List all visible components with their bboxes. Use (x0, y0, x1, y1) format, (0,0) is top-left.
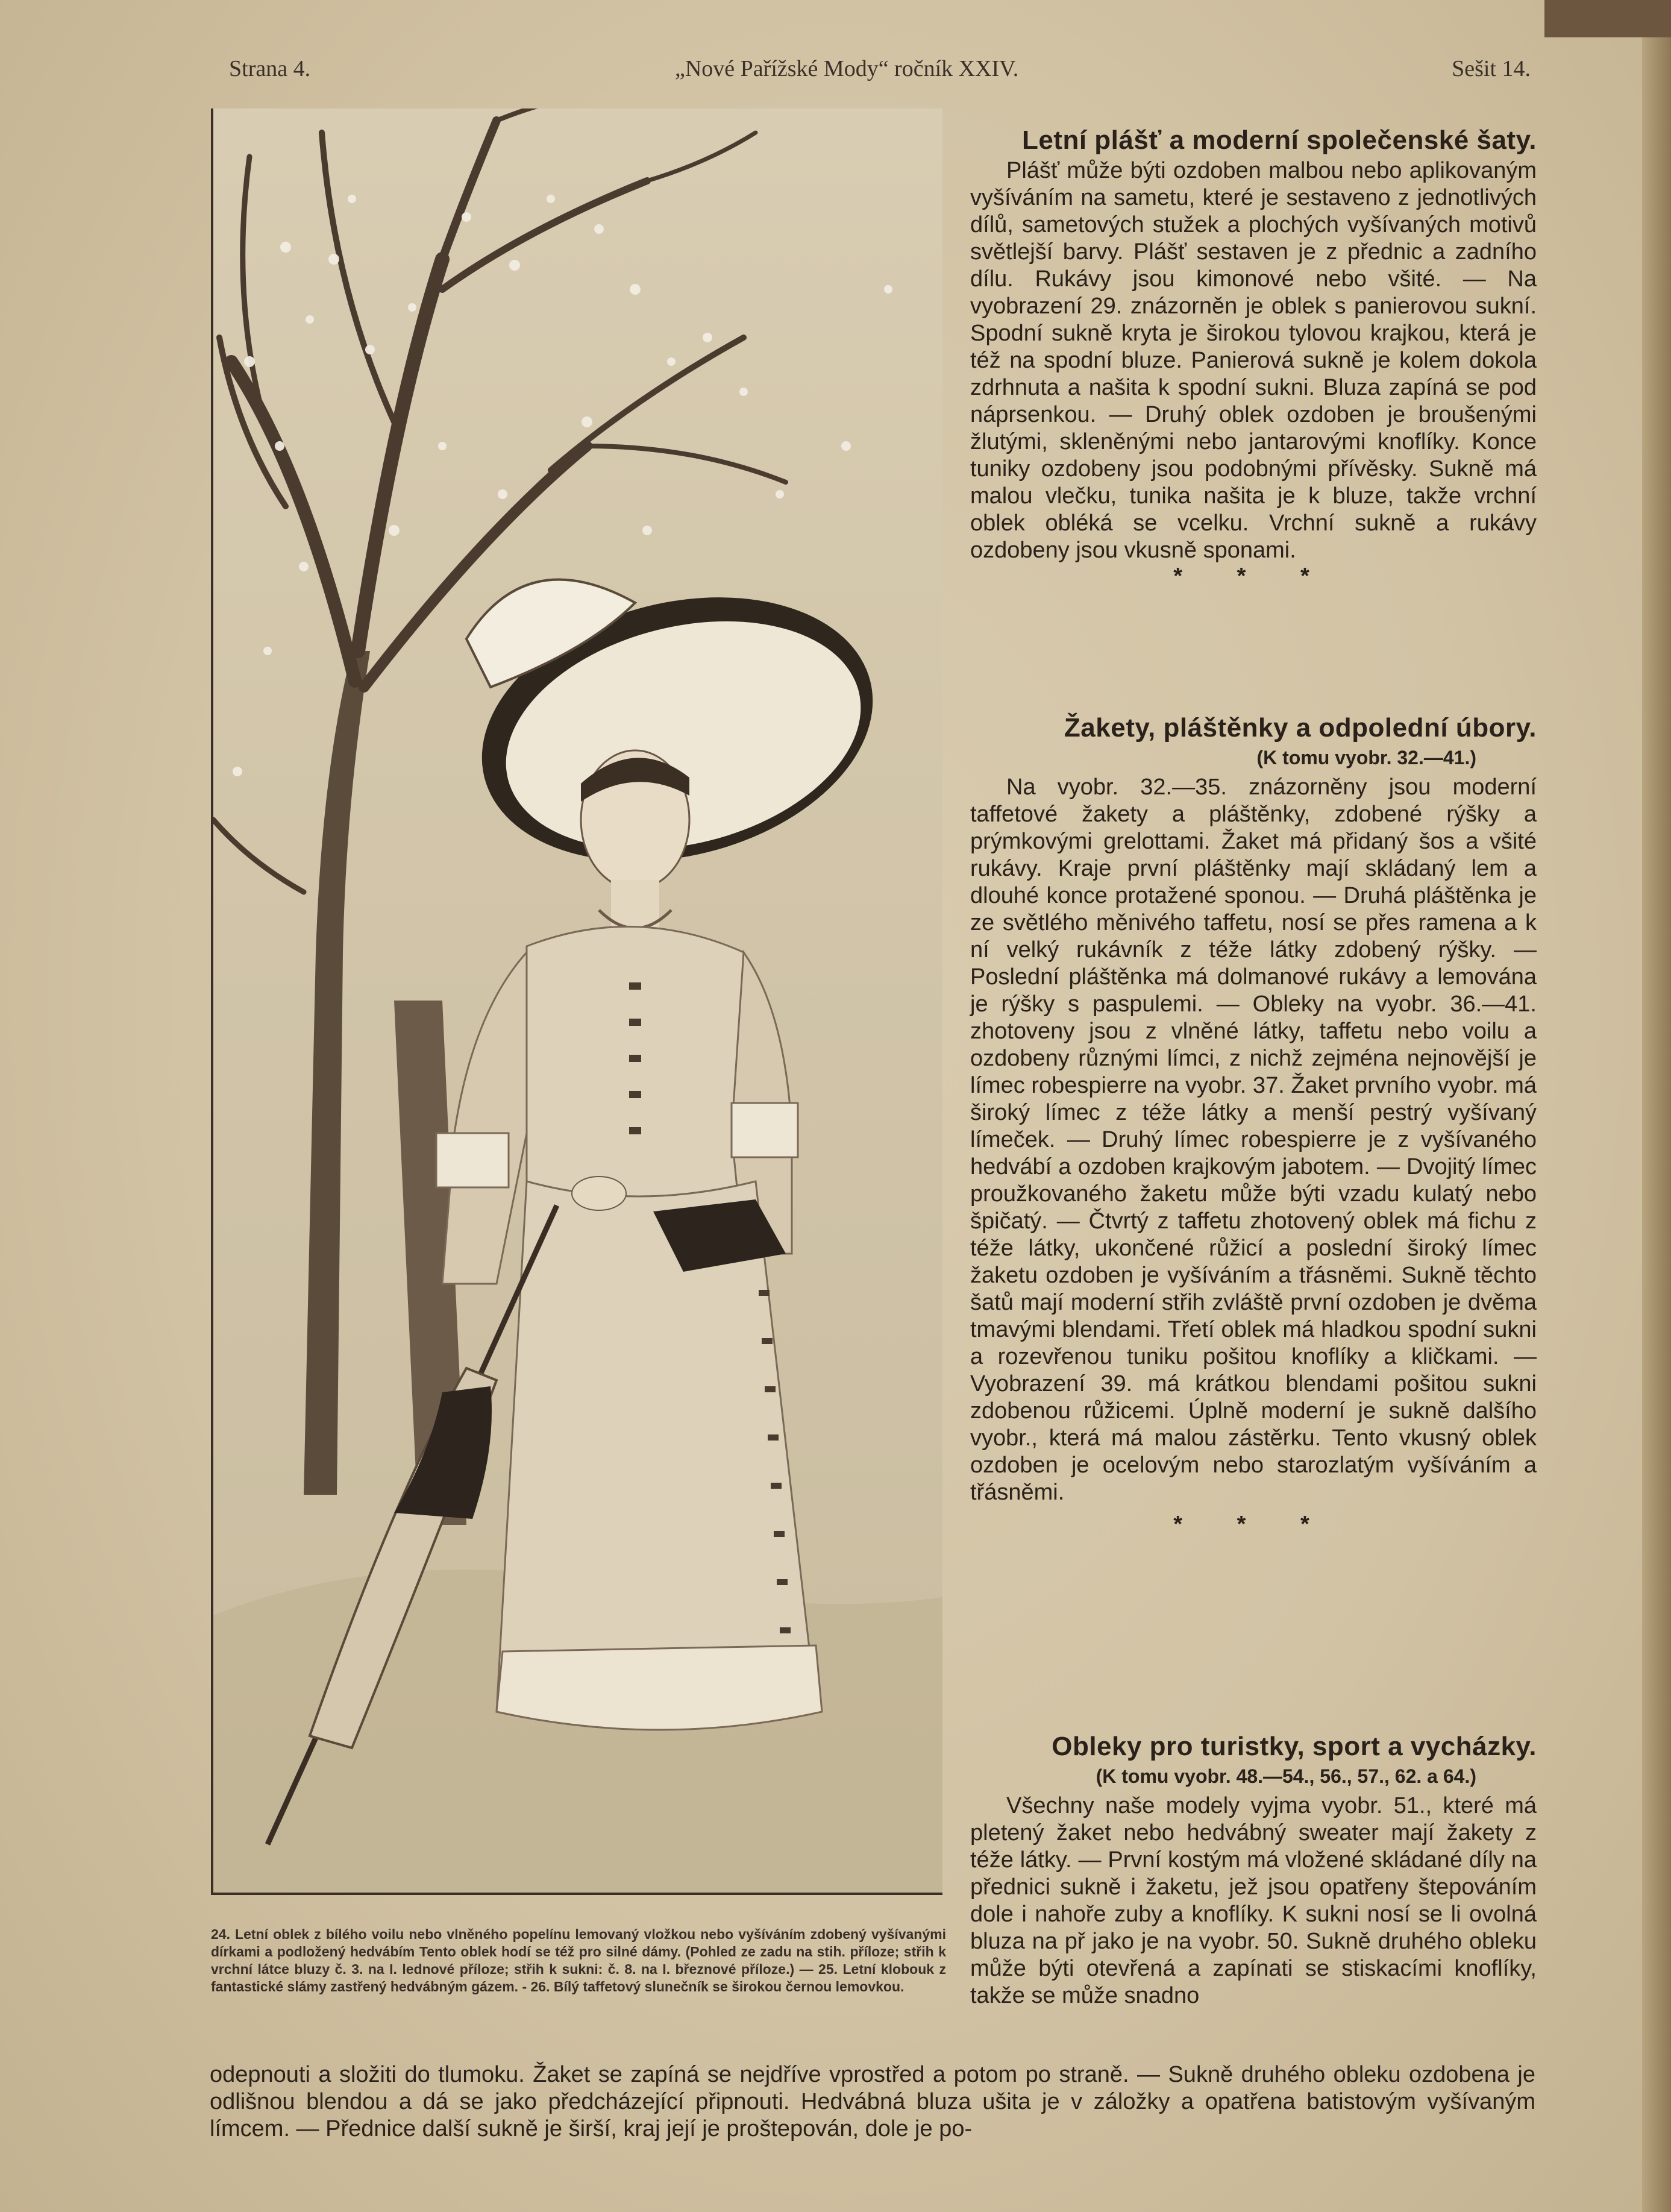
article-title: Letní plášť a moderní společenské šaty. (1021, 125, 1537, 155)
issue-number: Sešit 14. (1452, 56, 1531, 81)
article-subtitle: (K tomu vyobr. 48.—54., 56., 57., 62. a 64.) (1096, 1765, 1476, 1787)
article-summer-coat (970, 124, 1537, 588)
illustration-drawing (213, 108, 942, 1893)
illustration-caption: 24. Letní oblek z bílého voilu nebo vlněného popelínu lemovaný vložkou nebo vyšíváním zdobený vyšívanými dírkami a podložený hedvábím Tento oblek hodí se též pro silné dámy. (Pohled ze zadu na stih. příloze; střih k vrchní látce bluzy č. 3. na I. lednové příloze; střih k sukni: č. 8. na I. březnové příloze.) — 25. Letní klobouk z fantastické slámy zastřený hedvábným gázem. - 26. Bílý taffetový slunečník se širokou černou lemovkou. (211, 1926, 946, 1994)
article-body: Všechny naše modely vyjma vyobr. 51., které má pletený žaket nebo hedvábný sweater mají žakety z téže látky. — První kostým má vložené skládané díly na přednici sukně i žaketu, jež jsou opatřeny štepováním dole i nahoře zuby a knoflíky. K sukni nosí se li ovolná bluza na př jako je na vyobr. 50. Sukně druhého obleku může býti otevřená a zapínati se stiskacími knoflíky, takže se může snadno (970, 1793, 1537, 2008)
section-separator: * * * (1173, 564, 1334, 589)
article-title: Žakety, pláštěnky a odpolední úbory. (1064, 713, 1537, 743)
article-continuation (210, 2061, 1535, 2143)
article-jackets (970, 711, 1537, 1536)
article-title: Obleky pro turistky, sport a vycházky. (1052, 1732, 1537, 1761)
section-separator: * * * (1173, 1512, 1334, 1537)
article-subtitle: (K tomu vyobr. 32.—41.) (1256, 747, 1476, 768)
running-header (229, 55, 1531, 92)
page-corner-mark (1544, 0, 1671, 37)
article-body: Na vyobr. 32.—35. znázorněny jsou moderní taffetové žakety a pláštěnky, zdobené rýšky a prýmkovými grelottami. Žaket má přidaný šos a všité rukávy. Kraje první pláštěnky mají skládaný lem a dlouhé konce protažené sponou. — Druhá pláštěnka je ze světlého měnivého taffetu, nosí se přes ramena a k ní velký rukávník z téže látky zdobený rýšky. — Poslední pláštěnka má dolmanové rukávy a lemována je rýšky s paspulemi. — Obleky na vyobr. 36.—41. zhotoveny jsou z vlněné látky, taffetu nebo voilu a ozdobeny různými límci, z nichž zejména nejnovější je límec robespierre na vyobr. 37. Žaket prvního vyobr. má široký límec z téže látky a menší pestrý vyšívaný límeček. — Druhý límec robespierre je z vyšívaného hedvábí a ozdoben krajkovým jabotem. — Dvojitý límec proužkovaného žaketu může býti vzadu kulatý nebo špičatý. — Čtvrtý z taffetu zhotovený oblek má fichu z téže látky, ukončené růžicí a poslední široký límec žaketu ozdoben je vyšíváním a třásněmi. Sukně těchto šatů mají moderní střih zvláště první ozdoben je dvěma tmavými blendami. Třetí oblek má hladkou spodní sukni a rozevřenou tuniku pošitou knoflíky a kličkami. — Vyobrazení 39. má krátkou blendami pošitou sukni zdobenou růžicemi. Úplně moderní je sukně dalšího vyobr., která má malou zástěrku. Tento vkusný oblek ozdoben je ocelovým nebo starozlatým vyšíváním a třásněmi. (970, 775, 1537, 1505)
journal-title: „Nové Pařížské Mody“ ročník XXIV. (675, 56, 1019, 81)
continuation-text: odepnouti a složiti do tlumoku. Žaket se zapíná se nejdříve vprostřed a potom po straně. — Sukně druhého obleku ozdobena je odlišnou blendou a dá se jako předcházející připnouti. Hedvábná bluza ušita je v záložky a opatřena batistovým vyšívaným límcem. — Přednice další sukně je širší, kraj její je proštepován, dole je po- (210, 2062, 1535, 2141)
article-tourist-outfits (970, 1730, 1537, 2009)
page-number: Strana 4. (229, 56, 311, 81)
article-body: Plášť může býti ozdoben malbou nebo aplikovaným vyšíváním na sametu, které je sestaveno z jednotlivých dílů, sametových stužek a plochých vyšívaných motivů světlejší barvy. Plášť sestaven je z přednic a zadního dílu. Rukávy jsou kimonové nebo všité. — Na vyobrazení 29. znázorněn je oblek s panierovou sukní. Spodní sukně kryta je širokou tylovou krajkou, která je též na spodní bluze. Panierová sukně je kolem dokola zdrhnuta a našita k spodní sukni. Bluza zapíná se pod náprsenkou. — Druhý oblek ozdoben je broušenými žlutými, skleněnými nebo jantarovými knoflíky. Konce tuniky ozdobeny jsou podobnými přívěsky. Sukně má malou vlečku, tunika našita je k bluze, takže vrchní oblek obléká se vcelku. Vrchní sukně a rukávy ozdobeny jsou vkusně sponami. (970, 158, 1537, 563)
fashion-illustration (211, 108, 942, 1895)
page-edge (1642, 0, 1671, 2212)
